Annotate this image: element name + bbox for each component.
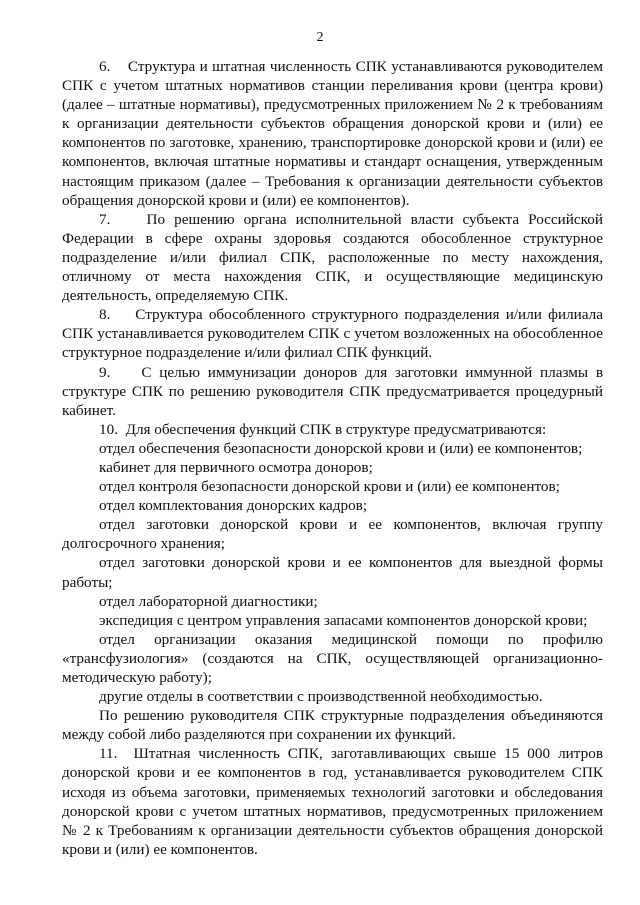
paragraph-merge-note: По решению руководителя СПК структурные подразделения объединяются между собой либо разделяются при сохранении их функций. <box>62 707 603 744</box>
list-item: отдел организации оказания медицинской помощи по профилю «трансфузиология» (создаются на СПК, осуществляющей организационно-методическую работу); <box>62 630 603 686</box>
list-item: отдел заготовки донорской крови и ее компонентов, включая группу долгосрочного хранения; <box>62 516 603 553</box>
paragraph-9: 9. С целью иммунизации доноров для заготовки иммунной плазмы в структуре СПК по решению руководителя СПК предусматривается процедурный кабинет. <box>62 363 603 419</box>
paragraph-10: 10. Для обеспечения функций СПК в структуре предусматриваются: <box>99 420 547 438</box>
list-item: отдел лабораторной диагностики; <box>99 592 318 610</box>
list-item: другие отделы в соответствии с производственной необходимостью. <box>99 688 543 706</box>
paragraph-11: 11. Штатная численность СПК, заготавливающих свыше 15 000 литров донорской крови и ее компонентов в год, устанавливается руководителем СПК исходя из объема заготовки, применяемых технологий заготовки и обследования донорской крови с учетом штатных нормативов, предусмотренных приложением № 2 к Требованиям к организации деятельности субъектов обращения донорской крови и (или) ее компонентов. <box>62 745 603 858</box>
paragraph-6: 6. Структура и штатная численность СПК устанавливаются руководителем СПК с учетом штатных нормативов станции переливания крови (центра крови) (далее – штатные нормативы), предусмотренных приложением № 2 к требованиям к организации деятельности субъектов обращения донорской крови и (или) ее компонентов по заготовке, хранению, транспортировке донорской крови и (или) ее компонентов, включая штатные нормативы и стандарт оснащения, утвержденным настоящим приказом (далее – Требования к организации деятельности субъектов обращения донорской крови и (или) ее компонентов). <box>62 58 603 209</box>
list-item: отдел контроля безопасности донорской крови и (или) ее компонентов; <box>99 478 560 496</box>
list-item: отдел комплектования донорских кадров; <box>99 497 368 515</box>
list-item: отдел обеспечения безопасности донорской крови и (или) ее компонентов; <box>99 439 583 457</box>
paragraph-8: 8. Структура обособленного структурного подразделения и/или филиала СПК устанавливается руководителем СПК с учетом возложенных на обособленное структурное подразделение и/или филиал СПК функций. <box>62 306 603 362</box>
list-item: отдел заготовки донорской крови и ее компонентов для выездной формы работы; <box>62 554 603 591</box>
list-item: экспедиция с центром управления запасами компонентов донорской крови; <box>99 611 588 629</box>
paragraph-7: 7. По решению органа исполнительной власти субъекта Российской Федерации в сфере охраны здоровья создаются обособленное структурное подразделение и/или филиал СПК, расположенные по месту нахождения, отличному от места нахождения СПК, и осуществляющие медицинскую деятельность, определяемую СПК. <box>62 210 603 305</box>
page-number: 2 <box>316 30 324 45</box>
list-item: кабинет для первичного осмотра доноров; <box>99 458 373 476</box>
document-body <box>62 57 603 859</box>
